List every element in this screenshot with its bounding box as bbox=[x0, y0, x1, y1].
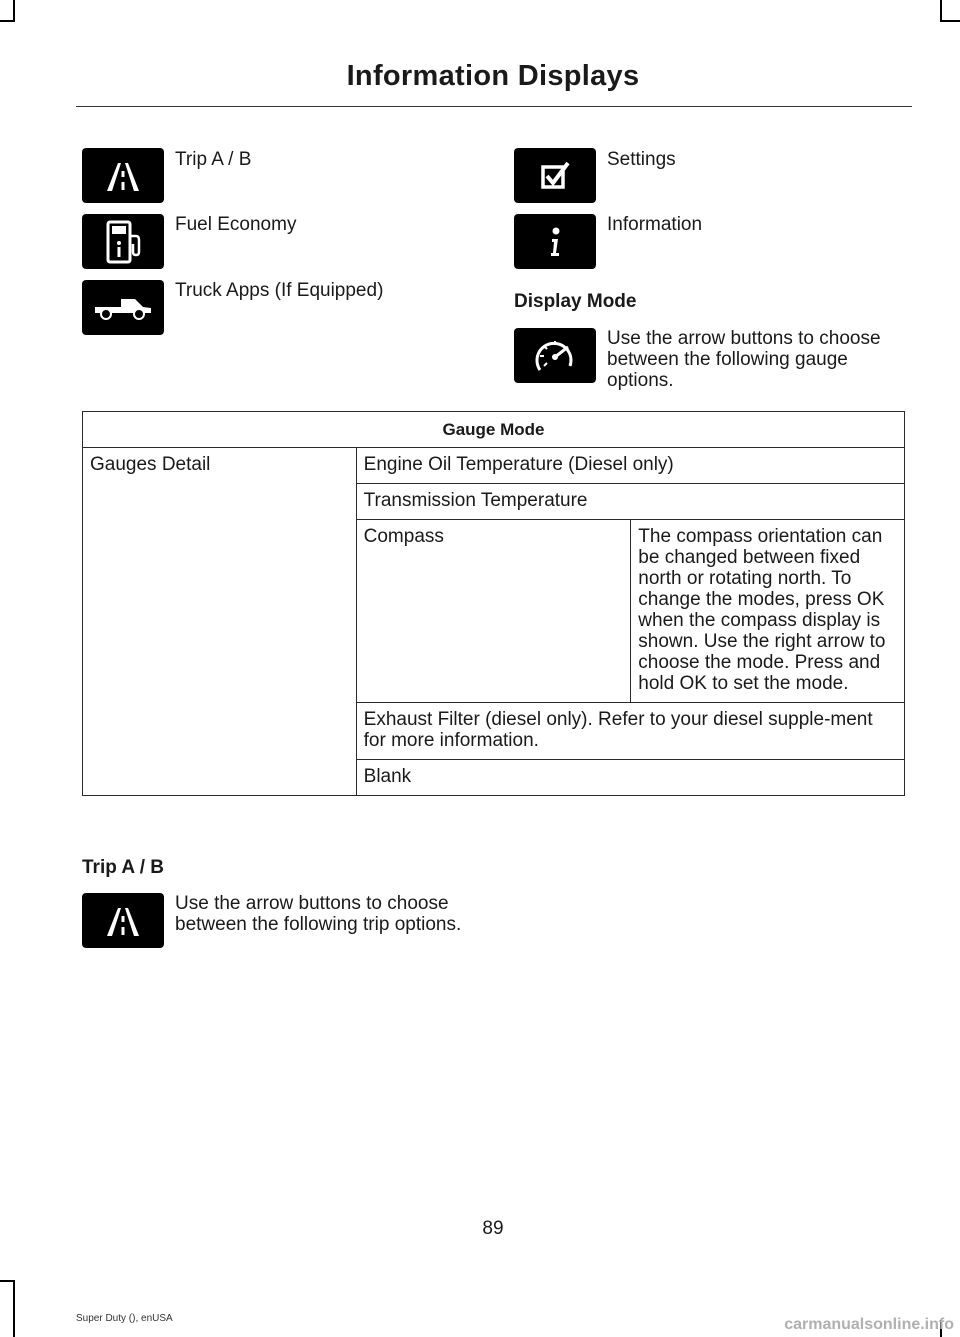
crop-mark bbox=[0, 1280, 15, 1282]
truck-icon bbox=[82, 280, 164, 335]
table-cell-group: Gauges Detail bbox=[83, 448, 357, 796]
watermark: carmanualsonline.info bbox=[784, 1316, 954, 1333]
crop-mark bbox=[13, 1280, 15, 1337]
speedometer-icon bbox=[514, 328, 596, 383]
crop-mark bbox=[0, 20, 15, 22]
menu-item-label: Fuel Economy bbox=[175, 214, 297, 235]
gauge-mode-table bbox=[82, 411, 905, 796]
menu-item-label: Trip A / B bbox=[175, 149, 252, 170]
checkbox-icon bbox=[514, 148, 596, 203]
road-icon bbox=[82, 148, 164, 203]
table-cell: Transmission Temperature bbox=[356, 484, 904, 520]
crop-mark bbox=[940, 0, 942, 20]
section-heading-trip: Trip A / B bbox=[82, 857, 164, 878]
page-number: 89 bbox=[482, 1218, 504, 1239]
menu-item-label: Information bbox=[607, 214, 703, 235]
table-cell: Engine Oil Temperature (Diesel only) bbox=[356, 448, 904, 484]
title-rule bbox=[76, 106, 912, 107]
crop-mark bbox=[940, 20, 960, 22]
table-cell: Blank bbox=[356, 760, 904, 796]
road-icon bbox=[82, 893, 164, 948]
menu-item-label: Settings bbox=[607, 149, 676, 170]
table-row bbox=[83, 448, 905, 484]
display-mode-text: Use the arrow buttons to choose between the following gauge options. bbox=[607, 328, 881, 391]
table-cell: Compass bbox=[356, 520, 631, 703]
fuel-pump-icon bbox=[82, 214, 164, 269]
section-heading-display-mode: Display Mode bbox=[514, 291, 637, 312]
table-cell: Exhaust Filter (diesel only). Refer to your diesel supple-ment for more information. bbox=[356, 703, 904, 760]
info-icon bbox=[514, 214, 596, 269]
table-header-row bbox=[83, 412, 905, 448]
table-cell: The compass orientation can be changed between fixed north or rotating north. To change the modes, press OK when the compass display is shown. Use the right arrow to choose the mode. Press and hold OK to set the mode. bbox=[631, 520, 905, 703]
edition-footer: Super Duty (), enUSA bbox=[76, 1313, 173, 1324]
crop-mark bbox=[13, 0, 15, 20]
table-header: Gauge Mode bbox=[83, 412, 905, 448]
page-title: Information Displays bbox=[346, 60, 640, 92]
trip-text: Use the arrow buttons to choose between the following trip options. bbox=[175, 893, 462, 935]
menu-item-label: Truck Apps (If Equipped) bbox=[175, 280, 384, 301]
